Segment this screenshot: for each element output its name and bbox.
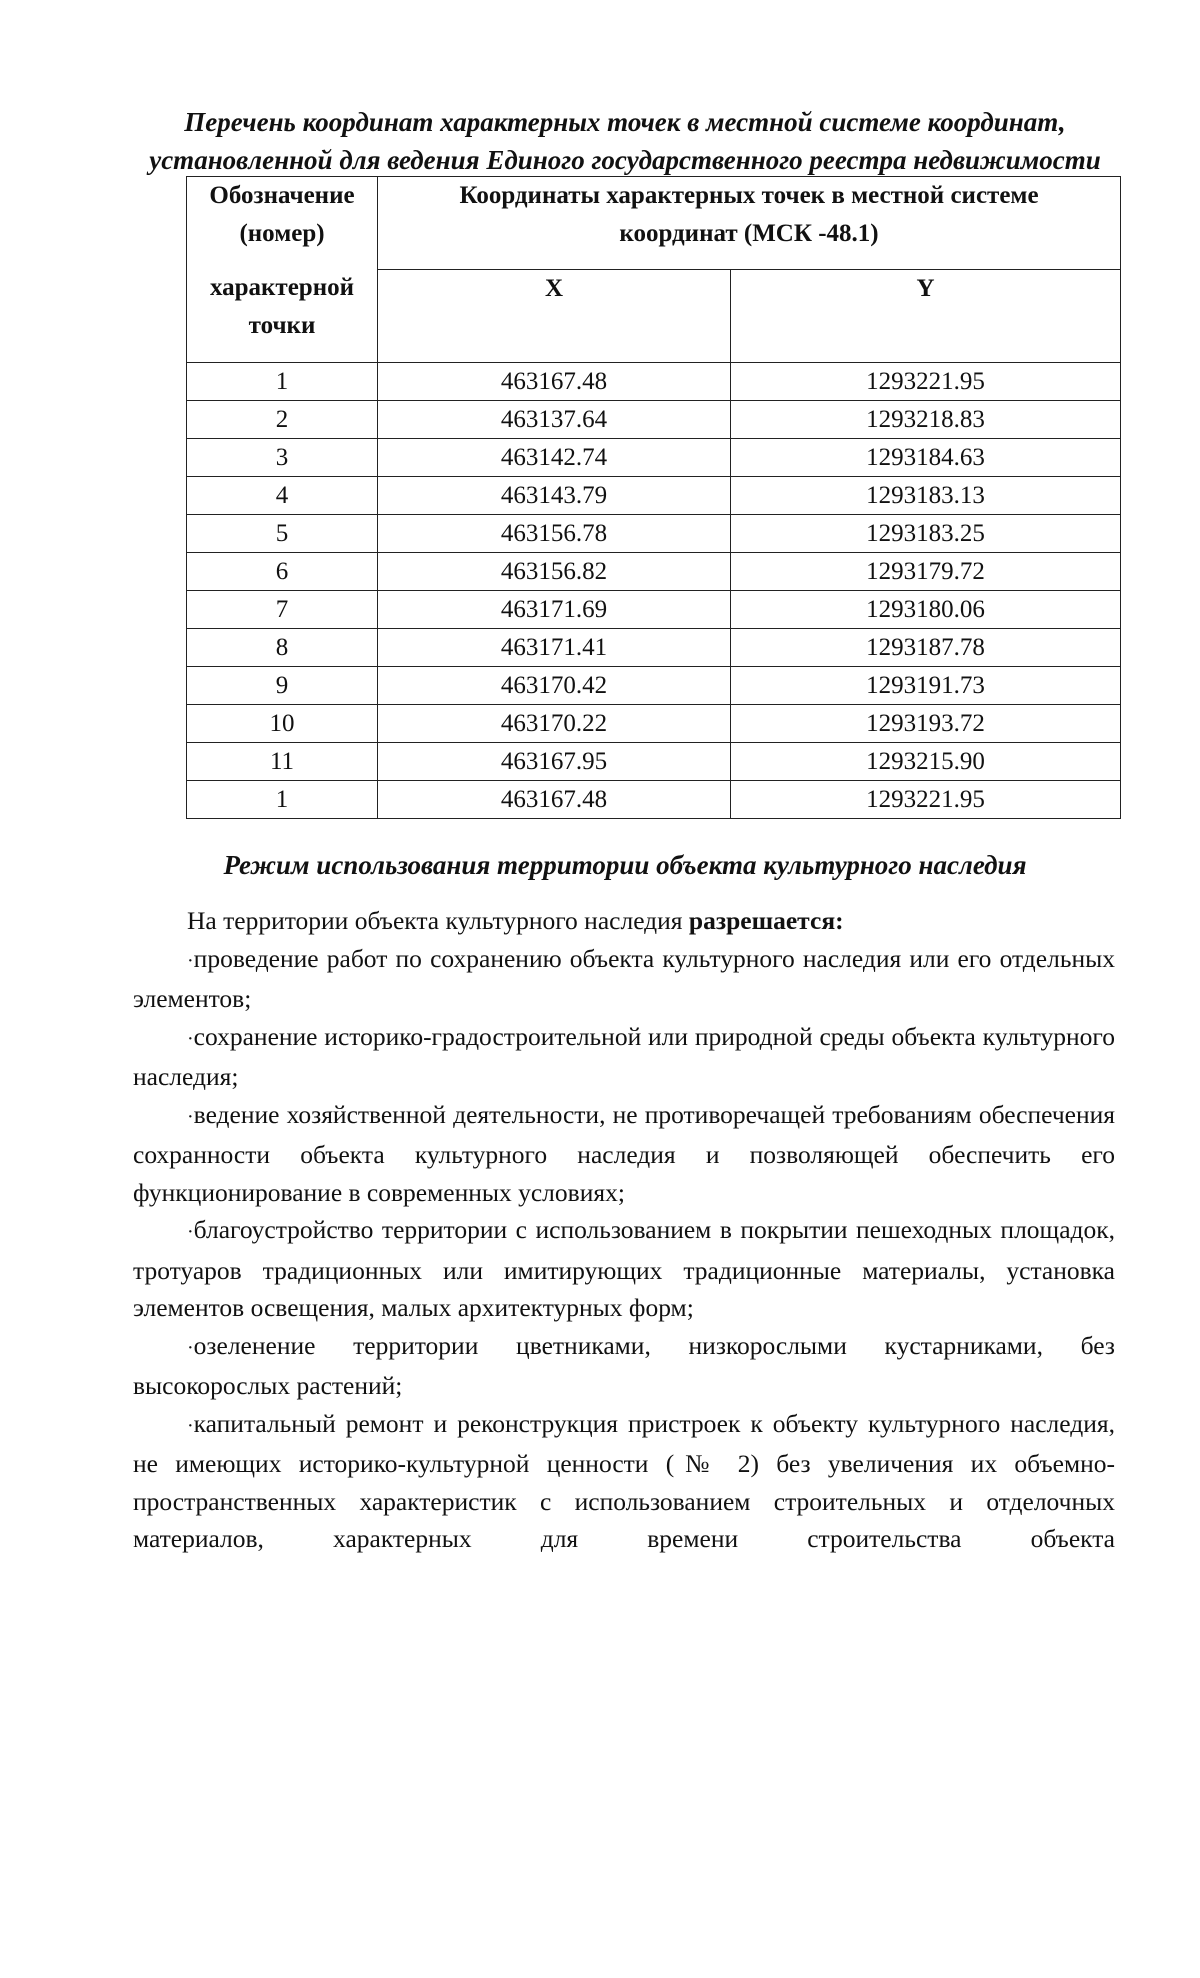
header-designation-line-3: характерной <box>209 274 355 301</box>
section-title: Режим использования территории объекта культурного наследия <box>223 850 1027 880</box>
y-coordinate-cell: 1293184.63 <box>731 439 1121 477</box>
table-row <box>187 667 1121 705</box>
header-coordinates-line-2: координат (МСК -48.1) <box>619 220 879 247</box>
point-number-cell: 10 <box>187 705 378 743</box>
document-title-line-1: Перечень координат характерных точек в местной системе координат, <box>184 107 1066 137</box>
y-coordinate-cell: 1293191.73 <box>731 667 1121 705</box>
point-number-cell: 7 <box>187 591 378 629</box>
y-coordinate-cell: 1293215.90 <box>731 743 1121 781</box>
header-x: X <box>378 270 731 363</box>
y-coordinate-cell: 1293193.72 <box>731 705 1121 743</box>
point-number-cell: 2 <box>187 401 378 439</box>
bullet-icon: · <box>187 1414 194 1437</box>
permitted-items-list <box>133 940 1115 1558</box>
list-item-text: сохранение историко-градостроительной или природной среды объекта культурного наследия; <box>133 1021 1115 1091</box>
table-row <box>187 629 1121 667</box>
header-y: Y <box>731 270 1121 363</box>
list-item <box>133 1211 1115 1327</box>
x-coordinate-cell: 463170.42 <box>378 667 731 705</box>
list-item-text: озеленение территории цветниками, низкорослыми кустарниками, без высокорослых растений; <box>133 1330 1115 1400</box>
list-item <box>133 1405 1115 1558</box>
x-coordinate-cell: 463156.82 <box>378 553 731 591</box>
header-designation-line-1: Обозначение <box>209 182 355 209</box>
y-coordinate-cell: 1293218.83 <box>731 401 1121 439</box>
header-coordinates-line-1: Координаты характерных точек в местной системе <box>459 182 1039 209</box>
point-number-cell: 1 <box>187 363 378 401</box>
table-row <box>187 705 1121 743</box>
x-coordinate-cell: 463167.95 <box>378 743 731 781</box>
coordinates-table-body <box>187 363 1121 819</box>
table-row <box>187 591 1121 629</box>
x-coordinate-cell: 463137.64 <box>378 401 731 439</box>
list-item-text: капитальный ремонт и реконструкция пристроек к объекту культурного наследия, не имеющих историко-культурной ценности (№ 2) без увеличения их объемно-пространственных характеристик с использованием строительных и отделочных материалов, характерных для времени строительства объекта <box>133 1408 1115 1553</box>
header-designation-line-2: (номер) <box>239 220 325 247</box>
x-coordinate-cell: 463156.78 <box>378 515 731 553</box>
point-number-cell: 5 <box>187 515 378 553</box>
y-coordinate-cell: 1293180.06 <box>731 591 1121 629</box>
x-coordinate-cell: 463171.69 <box>378 591 731 629</box>
y-coordinate-cell: 1293183.13 <box>731 477 1121 515</box>
table-row <box>187 363 1121 401</box>
table-row <box>187 401 1121 439</box>
header-designation-line-4: точки <box>248 312 316 339</box>
list-item-text: благоустройство территории с использованием в покрытии пешеходных площадок, тротуаров традиционных или имитирующих традиционные материалы, установка элементов освещения, малых архитектурных форм; <box>133 1215 1115 1322</box>
x-coordinate-cell: 463170.22 <box>378 705 731 743</box>
section-body <box>133 902 1115 1558</box>
intro-text: На территории объекта культурного наследия <box>187 906 689 935</box>
list-item-text: проведение работ по сохранению объекта культурного наследия или его отдельных элементов; <box>133 943 1115 1013</box>
list-item-text: ведение хозяйственной деятельности, не противоречащей требованиям обеспечения сохранности объекта культурного наследия и позволяющей обеспечить его функционирование в современных условиях; <box>133 1099 1115 1207</box>
table-row <box>187 743 1121 781</box>
coordinates-table <box>186 176 1121 819</box>
bullet-icon: · <box>187 1105 194 1128</box>
table-row <box>187 781 1121 819</box>
point-number-cell: 1 <box>187 781 378 819</box>
table-row <box>187 553 1121 591</box>
list-item <box>133 940 1115 1018</box>
bullet-icon: · <box>187 1027 194 1050</box>
bullet-icon: · <box>187 1336 194 1359</box>
x-coordinate-cell: 463142.74 <box>378 439 731 477</box>
point-number-cell: 11 <box>187 743 378 781</box>
x-coordinate-cell: 463167.48 <box>378 781 731 819</box>
point-number-cell: 3 <box>187 439 378 477</box>
header-designation <box>187 177 378 363</box>
point-number-cell: 6 <box>187 553 378 591</box>
x-coordinate-cell: 463143.79 <box>378 477 731 515</box>
y-coordinate-cell: 1293221.95 <box>731 363 1121 401</box>
list-item <box>133 1327 1115 1405</box>
y-coordinate-cell: 1293183.25 <box>731 515 1121 553</box>
x-coordinate-cell: 463167.48 <box>378 363 731 401</box>
header-coordinates <box>378 177 1121 270</box>
bullet-icon: · <box>187 1221 194 1243</box>
intro-bold: разрешается: <box>688 906 844 935</box>
list-item <box>133 1018 1115 1096</box>
x-coordinate-cell: 463171.41 <box>378 629 731 667</box>
table-row <box>187 515 1121 553</box>
point-number-cell: 9 <box>187 667 378 705</box>
bullet-icon: · <box>187 949 194 972</box>
list-item <box>133 1096 1115 1212</box>
y-coordinate-cell: 1293221.95 <box>731 781 1121 819</box>
table-row <box>187 439 1121 477</box>
intro-paragraph <box>133 902 1115 940</box>
y-coordinate-cell: 1293187.78 <box>731 629 1121 667</box>
table-row <box>187 477 1121 515</box>
point-number-cell: 4 <box>187 477 378 515</box>
document-title-line-2: установленной для ведения Единого государственного реестра недвижимости <box>149 145 1101 175</box>
point-number-cell: 8 <box>187 629 378 667</box>
y-coordinate-cell: 1293179.72 <box>731 553 1121 591</box>
